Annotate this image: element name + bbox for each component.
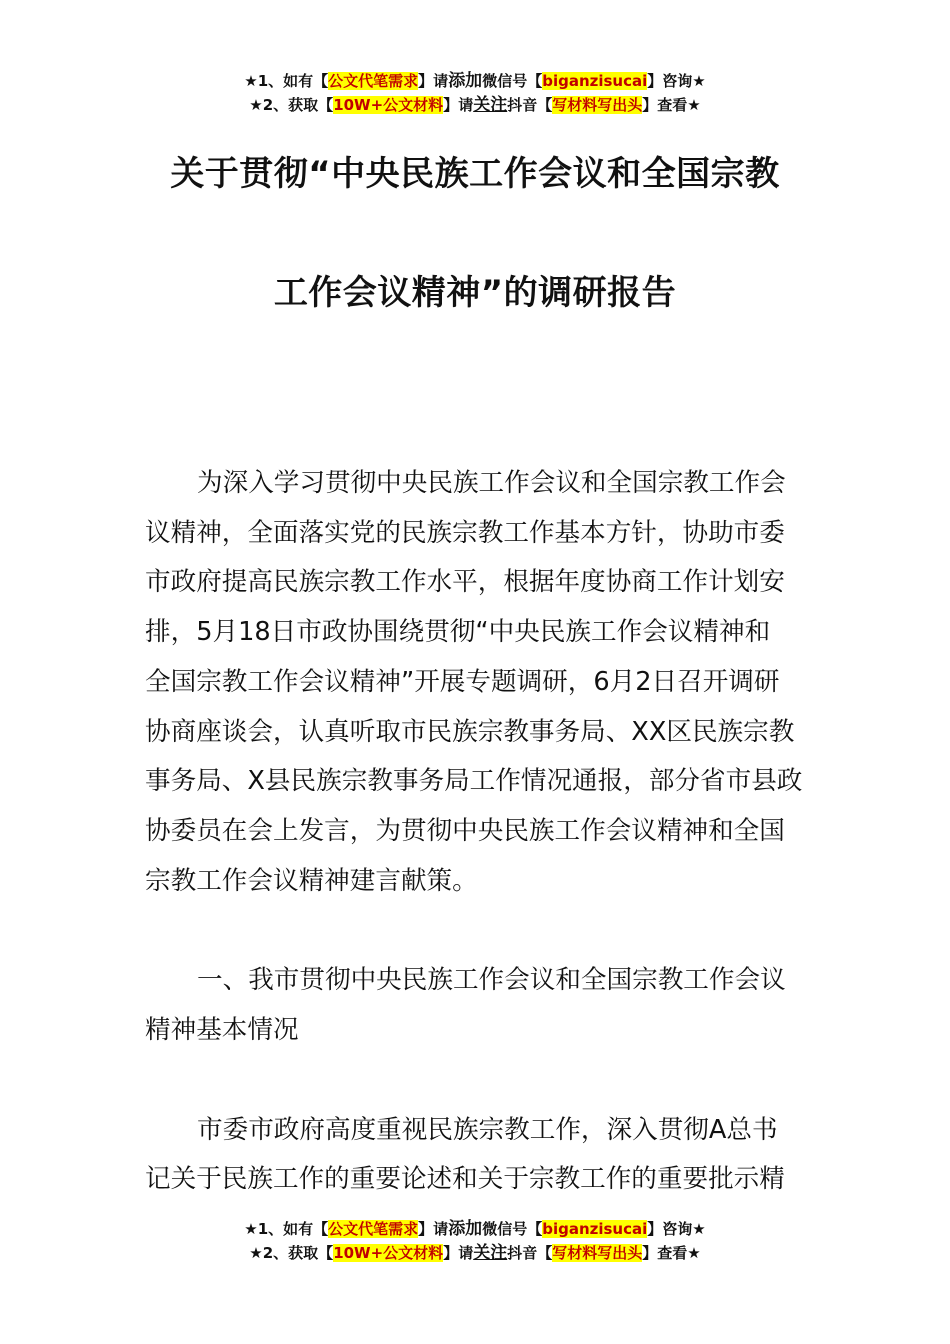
banner-emphasis: 关注 — [473, 1243, 508, 1263]
document-title-line-1: 关于贯彻“中央民族工作会议和全国宗教 — [170, 154, 780, 194]
banner-text: 微信号【 — [482, 72, 543, 90]
banner-highlight: 10W+公文材料 — [333, 96, 444, 114]
header-banner-line-1 — [0, 70, 950, 92]
banner-text: ★1、如有【 — [244, 1220, 329, 1238]
banner-text: 】请 — [418, 72, 449, 90]
banner-emphasis: 关注 — [473, 95, 508, 115]
paragraph-line: 为深入学习贯彻中央民族工作会议和全国宗教工作会 — [197, 468, 786, 498]
paragraph-line: 市政府提高民族宗教工作水平，根据年度协商工作计划安 — [145, 567, 785, 597]
banner-text: 】请 — [443, 1244, 474, 1262]
paragraph-line: 宗教工作会议精神建言献策。 — [145, 866, 478, 896]
paragraph-line: 市委市政府高度重视民族宗教工作，深入贯彻A总书 — [197, 1115, 778, 1145]
banner-text: ★1、如有【 — [244, 72, 329, 90]
banner-douyin-id: 写材料写出头 — [552, 96, 643, 114]
footer-banner-line-2 — [0, 1242, 950, 1264]
paragraph-line: 议精神，全面落实党的民族宗教工作基本方针，协助市委 — [145, 518, 785, 548]
paragraph-line: 协委员在会上发言，为贯彻中央民族工作会议精神和全国 — [145, 816, 785, 846]
banner-wechat-id: biganzisucai — [542, 1220, 648, 1238]
banner-text: 抖音【 — [507, 1244, 553, 1262]
banner-text: 】咨询★ — [647, 72, 706, 90]
banner-text: ★2、获取【 — [249, 1244, 334, 1262]
heading-line: 精神基本情况 — [145, 1015, 299, 1045]
banner-text: 微信号【 — [482, 1220, 543, 1238]
header-banner-line-2 — [0, 94, 950, 116]
banner-text: 】请 — [418, 1220, 449, 1238]
paragraph-line: 排，5月18日市政协围绕贯彻“中央民族工作会议精神和 — [145, 617, 771, 647]
banner-text: 】请 — [443, 96, 474, 114]
document-title-line-2: 工作会议精神”的调研报告 — [273, 273, 677, 313]
paragraph-line: 事务局、X县民族宗教事务局工作情况通报，部分省市县政 — [145, 766, 803, 796]
banner-highlight: 公文代笔需求 — [328, 72, 419, 90]
banner-highlight: 10W+公文材料 — [333, 1244, 444, 1262]
banner-text: 】查看★ — [642, 1244, 701, 1262]
banner-emphasis: 添加 — [448, 1219, 483, 1239]
banner-emphasis: 添加 — [448, 71, 483, 91]
banner-text: 】查看★ — [642, 96, 701, 114]
banner-text: ★2、获取【 — [249, 96, 334, 114]
banner-douyin-id: 写材料写出头 — [552, 1244, 643, 1262]
banner-wechat-id: biganzisucai — [542, 72, 648, 90]
paragraph-line: 全国宗教工作会议精神”开展专题调研，6月2日召开调研 — [145, 667, 780, 697]
paragraph-line: 协商座谈会，认真听取市民族宗教事务局、XX区民族宗教 — [145, 717, 795, 747]
paragraph-line: 记关于民族工作的重要论述和关于宗教工作的重要批示精 — [145, 1164, 785, 1194]
banner-highlight: 公文代笔需求 — [328, 1220, 419, 1238]
footer-banner-line-1 — [0, 1218, 950, 1240]
heading-line: 一、我市贯彻中央民族工作会议和全国宗教工作会议 — [197, 965, 786, 995]
banner-text: 】咨询★ — [647, 1220, 706, 1238]
banner-text: 抖音【 — [507, 96, 553, 114]
